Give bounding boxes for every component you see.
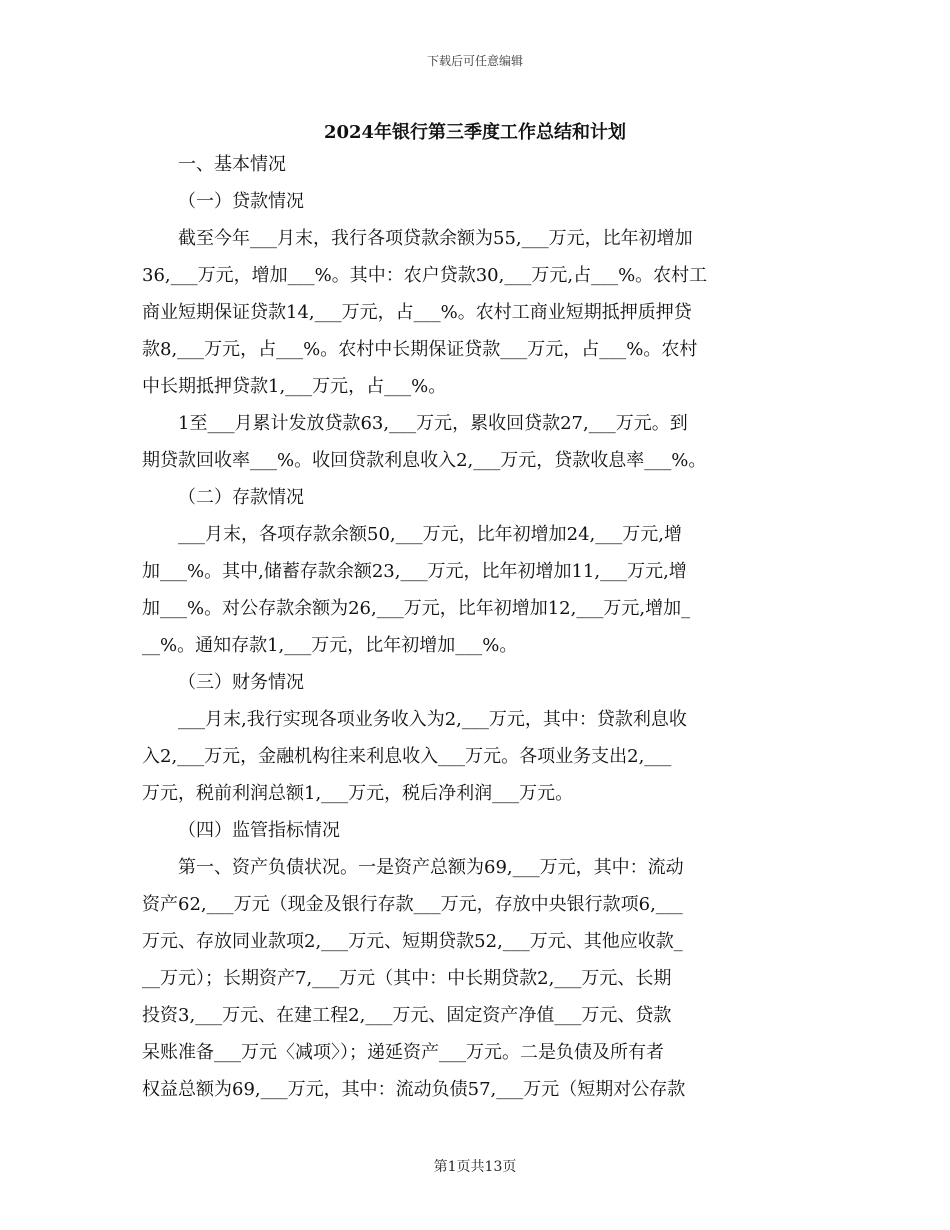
supervision-paragraph-1	[142, 849, 812, 1108]
text-line: 权益总额为69,___万元，其中：流动负债57,___万元（短期对公存款	[142, 1079, 686, 1100]
document-title: 2024年银行第三季度工作总结和计划	[323, 122, 627, 143]
text-line: 万元，税前利润总额1,___万元，税后净利润___万元。	[142, 783, 574, 804]
loan-paragraph-1	[142, 220, 812, 405]
text-line: 万元、存放同业款项2,___万元、短期贷款52,___万元、其他应收款_	[142, 931, 683, 952]
header-note: 下载后可任意编辑	[426, 54, 523, 68]
document-body	[142, 146, 812, 1108]
text-line: 36,___万元，增加___%。其中：农户贷款30,___万元,占___%。农村工	[142, 265, 708, 286]
text-line: 1至___月累计发放贷款63,___万元，累收回贷款27,___万元。到	[178, 413, 688, 434]
text-line: 期贷款回收率___%。收回贷款利息收入2,___万元，贷款收息率___%。	[142, 450, 707, 471]
text-line: 截至今年___月末，我行各项贷款余额为55,___万元，比年初增加	[178, 228, 693, 249]
finance-heading: （三）财务情况	[178, 672, 304, 693]
text-line: 入2,___万元，金融机构往来利息收入___万元。各项业务支出2,___	[142, 746, 672, 767]
text-line: 加___%。对公存款余额为26,___万元，比年初增加12,___万元,增加_	[142, 598, 691, 619]
finance-paragraph-1	[142, 701, 812, 812]
text-line: 呆账准备___万元〈减项〉）；递延资产___万元。二是负债及所有者	[142, 1042, 664, 1063]
text-line: 投资3,___万元、在建工程2,___万元、固定资产净值___万元、贷款	[142, 1005, 672, 1026]
text-line: 商业短期保证贷款14,___万元，占___%。农村工商业短期抵押质押贷	[142, 302, 692, 323]
section-heading-basic: 一、基本情况	[178, 154, 286, 175]
text-line: ___月末，各项存款余额50,___万元，比年初增加24,___万元,增	[178, 524, 682, 545]
loan-paragraph-2	[142, 405, 812, 479]
deposit-heading: （二）存款情况	[178, 487, 304, 508]
text-line: 加___%。其中,储蓄存款余额23,___万元，比年初增加11,___万元,增	[142, 561, 687, 582]
text-line: __%。通知存款1,___万元，比年初增加___%。	[142, 635, 518, 656]
text-line: 资产62,___万元（现金及银行存款___万元，存放中央银行款项6,___	[142, 894, 683, 915]
text-line: 中长期抵押贷款1,___万元，占___%。	[142, 376, 447, 397]
text-line: 款8,___万元，占___%。农村中长期保证贷款___万元，占___%。农村	[142, 339, 698, 360]
text-line: ___月末,我行实现各项业务收入为2,___万元，其中：贷款利息收	[178, 709, 687, 730]
text-line: 第一、资产负债状况。一是资产总额为69,___万元，其中：流动	[178, 857, 684, 878]
text-line: __万元）；长期资产7,___万元（其中：中长期贷款2,___万元、长期	[142, 968, 672, 989]
loan-heading: （一）贷款情况	[178, 191, 304, 212]
supervision-heading: （四）监管指标情况	[178, 820, 340, 841]
deposit-paragraph-1	[142, 516, 812, 664]
page-footer: 第1页共13页	[433, 1159, 517, 1175]
